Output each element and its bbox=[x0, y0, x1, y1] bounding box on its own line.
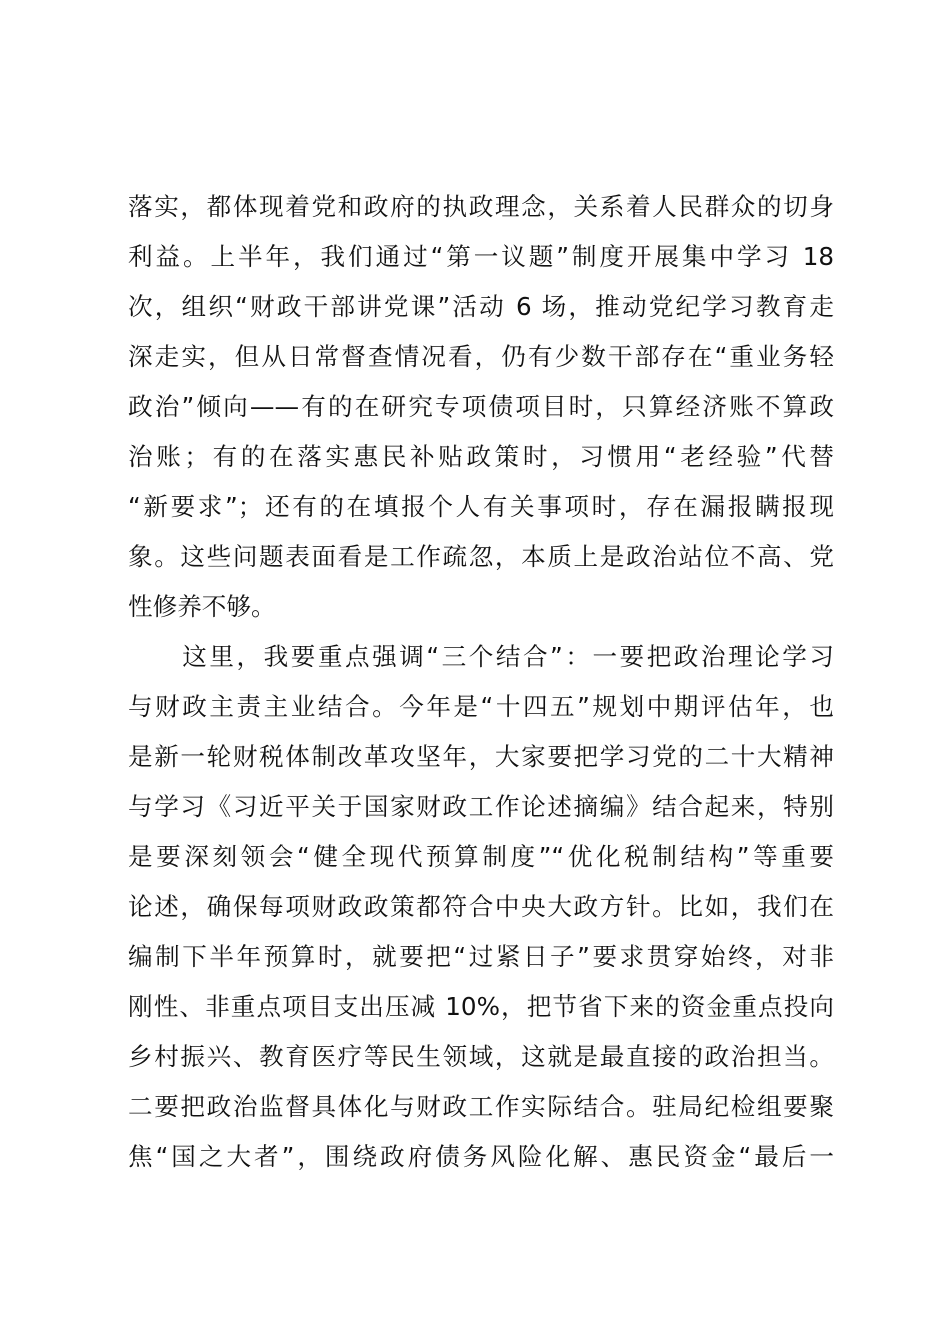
text-line: 治账；有的在落实惠民补贴政策时，习惯用“老经验”代替 bbox=[128, 442, 834, 471]
body-text bbox=[128, 182, 834, 1182]
text-line: 焦“国之大者”，围绕政府债务风险化解、惠民资金“最后一 bbox=[128, 1142, 834, 1171]
text-line: 是新一轮财税体制改革攻坚年，大家要把学习党的二十大精神 bbox=[128, 742, 834, 771]
text-line: 这里，我要重点强调“三个结合”：一要把政治理论学习 bbox=[128, 642, 834, 671]
text-line: 编制下半年预算时，就要把“过紧日子”要求贯穿始终，对非 bbox=[128, 942, 834, 971]
text-line: 落实，都体现着党和政府的执政理念，关系着人民群众的切身 bbox=[128, 192, 834, 221]
text-line: “新要求”；还有的在填报个人有关事项时，存在漏报瞒报现 bbox=[128, 492, 834, 521]
text-line: 乡村振兴、教育医疗等民生领域，这就是最直接的政治担当。 bbox=[128, 1042, 834, 1071]
text-line: 刚性、非重点项目支出压减 10%，把节省下来的资金重点投向 bbox=[128, 992, 834, 1021]
text-line: 与学习《习近平关于国家财政工作论述摘编》结合起来，特别 bbox=[128, 792, 834, 821]
text-line: 与财政主责主业结合。今年是“十四五”规划中期评估年，也 bbox=[128, 692, 834, 721]
text-line: 象。这些问题表面看是工作疏忽，本质上是政治站位不高、党 bbox=[128, 542, 834, 571]
text-line: 性修养不够。 bbox=[128, 592, 276, 621]
text-line: 论述，确保每项财政政策都符合中央大政方针。比如，我们在 bbox=[128, 892, 834, 921]
text-line: 是要深刻领会“健全现代预算制度”“优化税制结构”等重要 bbox=[128, 842, 834, 871]
text-line: 利益。上半年，我们通过“第一议题”制度开展集中学习 18 bbox=[128, 242, 834, 271]
text-line: 二要把政治监督具体化与财政工作实际结合。驻局纪检组要聚 bbox=[128, 1092, 834, 1121]
text-line: 政治”倾向——有的在研究专项债项目时，只算经济账不算政 bbox=[128, 392, 834, 421]
text-line: 深走实，但从日常督查情况看，仍有少数干部存在“重业务轻 bbox=[128, 342, 834, 371]
text-line: 次，组织“财政干部讲党课”活动 6 场，推动党纪学习教育走 bbox=[128, 292, 834, 321]
